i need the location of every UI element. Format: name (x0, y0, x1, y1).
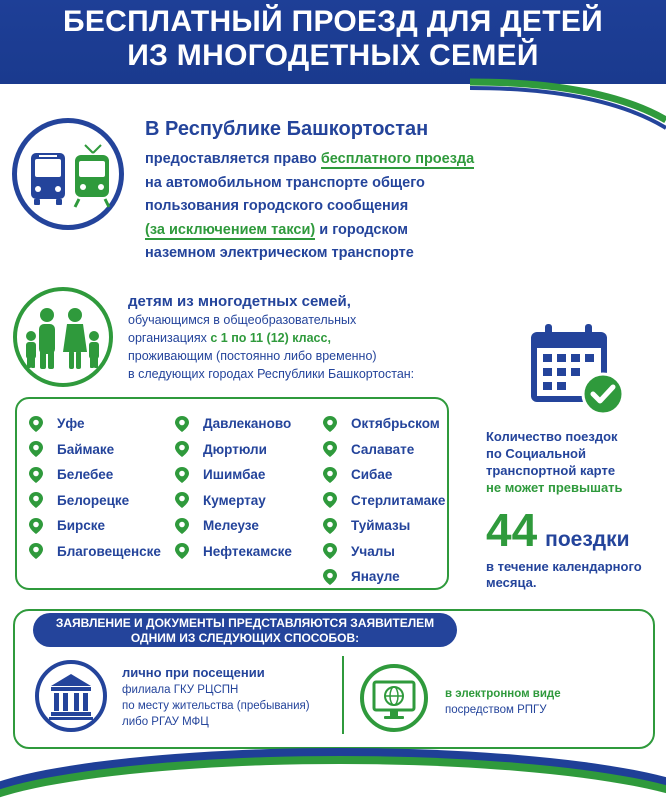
city-item (175, 513, 292, 539)
online-method: в электронном виде посредством РПГУ (445, 688, 561, 716)
location-pin-icon (323, 416, 351, 432)
location-pin-icon (29, 518, 57, 534)
city-name: Баймаке (57, 441, 115, 457)
location-pin-icon (323, 569, 351, 585)
location-pin-icon (175, 492, 203, 508)
region-title: В Республике Башкортостан (145, 118, 429, 140)
computer-globe-icon (364, 668, 424, 728)
page-title: БЕСПЛАТНЫЙ ПРОЕЗД ДЛЯ ДЕТЕЙ ИЗ МНОГОДЕТНЫХ СЕМЕЙ (63, 5, 603, 72)
location-pin-icon (29, 492, 57, 508)
trips-description: Количество поездок по Социальной транспортной карте не может превышать (486, 429, 623, 495)
location-pin-icon (323, 543, 351, 559)
cities-list-box (15, 397, 449, 590)
city-item (323, 411, 445, 437)
government-building-icon-circle (35, 660, 107, 732)
city-name: Уфе (57, 416, 85, 432)
location-pin-icon (175, 543, 203, 559)
city-item (323, 437, 445, 463)
cities-column-3 (323, 411, 445, 590)
cities-column-1 (29, 411, 161, 564)
transport-description: предоставляется право бесплатного проезда на автомобильном транспорте общего пользования городского сообщения (за исключением такси) и городском наземном электрическом транспорте (145, 151, 475, 261)
city-name: Бирске (57, 518, 106, 534)
city-name: Салавате (351, 441, 415, 457)
city-name: Благовещенске (57, 543, 161, 559)
location-pin-icon (175, 416, 203, 432)
application-header: ЗАЯВЛЕНИЕ И ДОКУМЕНТЫ ПРЕДСТАВЛЯЮТСЯ ЗАЯВИТЕЛЕМ ОДНИМ ИЗ СЛЕДУЮЩИХ СПОСОБОВ: (33, 613, 457, 647)
city-name: Октябрьском (351, 416, 440, 432)
city-name: Туймазы (351, 518, 411, 534)
city-item (323, 539, 445, 565)
location-pin-icon (323, 492, 351, 508)
city-item (29, 411, 161, 437)
city-name: Сибае (351, 467, 393, 483)
location-pin-icon (29, 416, 57, 432)
location-pin-icon (29, 467, 57, 483)
city-item (323, 488, 445, 514)
city-name: Дюртюли (203, 441, 267, 457)
city-item (29, 539, 161, 565)
city-item (29, 513, 161, 539)
city-item (175, 488, 292, 514)
location-pin-icon (175, 467, 203, 483)
government-building-icon (39, 664, 103, 728)
city-item (323, 564, 445, 590)
city-name: Янауле (351, 569, 400, 585)
city-item (175, 539, 292, 565)
computer-globe-icon-circle (360, 664, 428, 732)
city-item (29, 462, 161, 488)
location-pin-icon (323, 518, 351, 534)
city-name: Кумертау (203, 492, 266, 508)
tram-icon (75, 145, 109, 207)
family-icon-circle (13, 287, 113, 387)
city-item (175, 462, 292, 488)
bus-icon (31, 153, 65, 205)
city-name: Белебее (57, 467, 114, 483)
location-pin-icon (323, 467, 351, 483)
city-item (323, 462, 445, 488)
city-item (323, 513, 445, 539)
city-name: Стерлитамаке (351, 492, 446, 508)
city-name: Белорецке (57, 492, 130, 508)
trips-period: в течение календарного месяца. (486, 559, 642, 590)
location-pin-icon (29, 543, 57, 559)
city-item (29, 488, 161, 514)
cities-column-2 (175, 411, 292, 564)
city-item (175, 437, 292, 463)
city-name: Ишимбае (203, 467, 266, 483)
calendar-check-icon (527, 318, 627, 423)
city-name: Мелеузе (203, 518, 259, 534)
city-item (29, 437, 161, 463)
in-person-method: лично при посещении филиала ГКУ РЦСПН по месту жительства (пребывания) либо РГАУ МФЦ (122, 665, 310, 728)
city-item (175, 411, 292, 437)
transport-icon-circle (12, 118, 124, 230)
method-divider (342, 656, 344, 734)
family-icon (17, 291, 109, 383)
location-pin-icon (323, 441, 351, 457)
city-name: Нефтекамске (203, 543, 292, 559)
city-name: Учалы (351, 543, 395, 559)
family-description: детям из многодетных семей, обучающимся в общеобразовательных организациях с 1 по 11 (12) класс, проживающим (постоянно либо временно) в следующих городах Республики Башкортостан: (128, 293, 415, 381)
location-pin-icon (29, 441, 57, 457)
location-pin-icon (175, 518, 203, 534)
trips-limit: 44 поездки (486, 504, 630, 556)
location-pin-icon (175, 441, 203, 457)
city-name: Давлеканово (203, 416, 292, 432)
